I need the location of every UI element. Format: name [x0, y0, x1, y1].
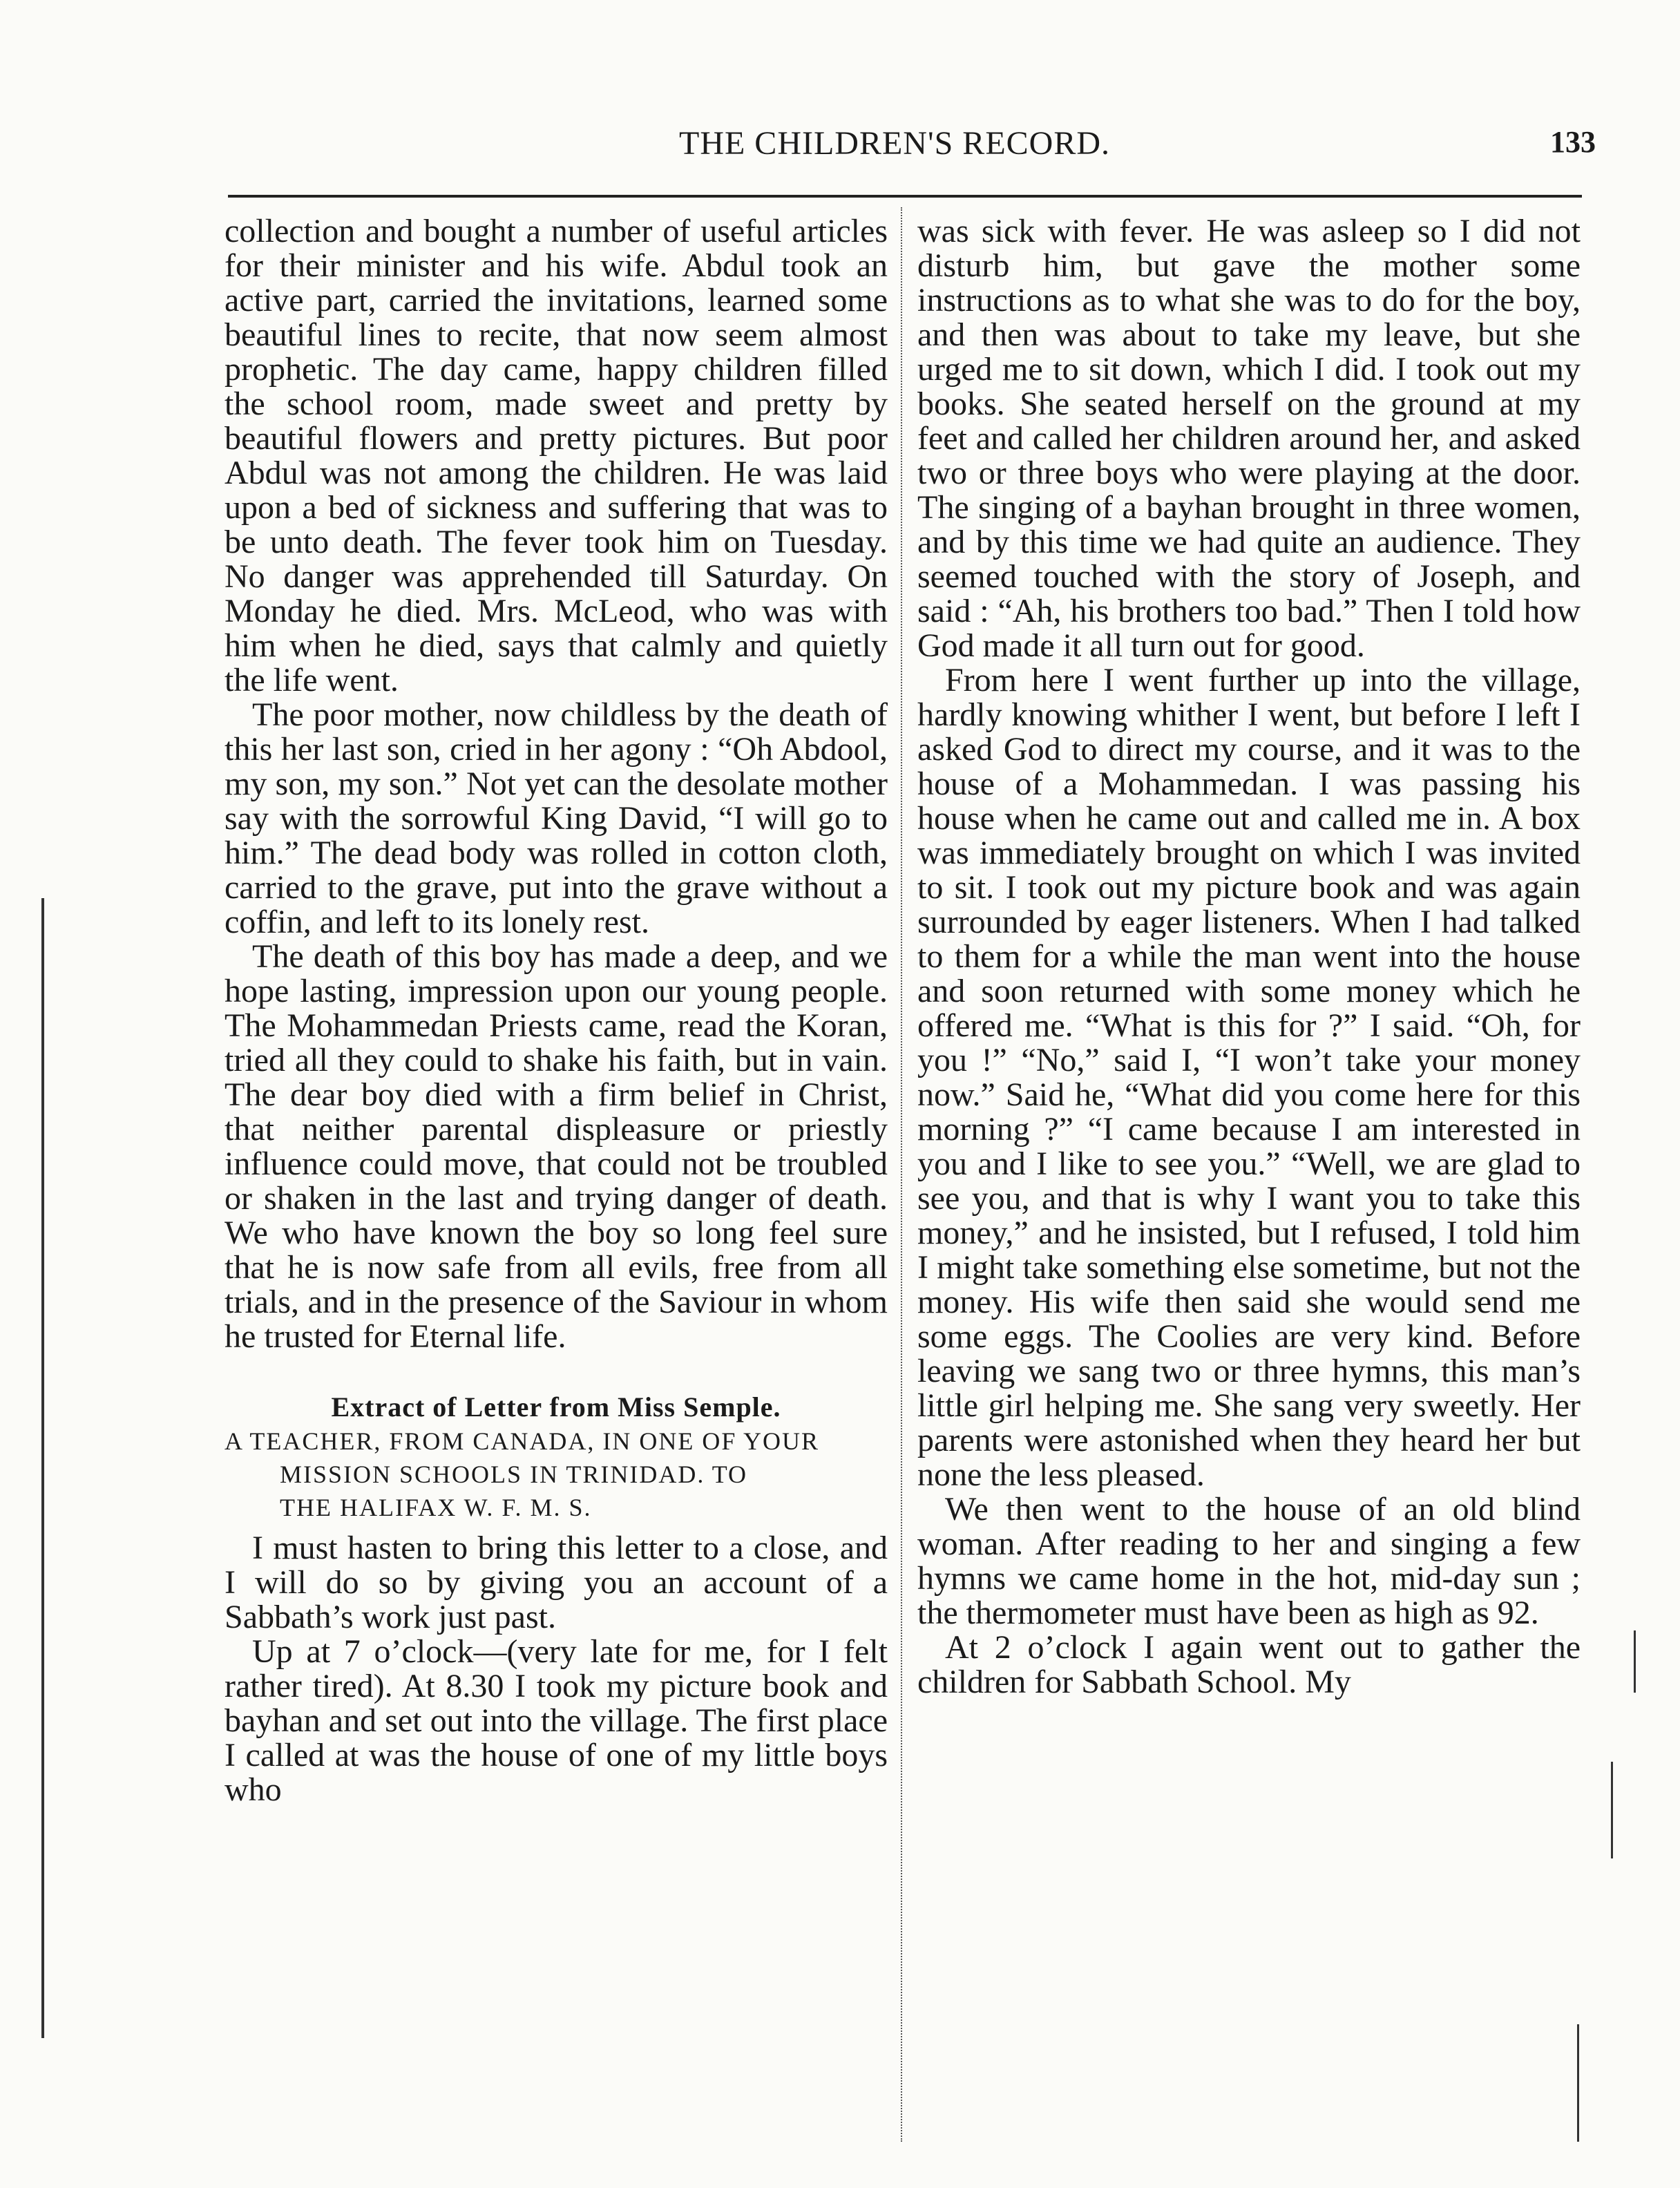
- column-divider: [901, 207, 902, 2142]
- page-number: 133: [1550, 125, 1596, 159]
- section-subheading: [225, 1425, 888, 1524]
- paragraph: The poor mother, now childless by the death of this her last son, cried in her agony : “Oh Abdool, my son, my son.” Not yet can the desolate mother say with the sorrowful King David, “I will go to him.” The dead body was rolled in cotton cloth, carried to the grave, put into the grave without a coffin, and left to its lonely rest.: [225, 696, 888, 940]
- page-header: [193, 124, 1596, 180]
- subheading-line: MISSION SCHOOLS IN TRINIDAD. TO: [280, 1461, 748, 1488]
- margin-mark: [1634, 1630, 1636, 1693]
- section-heading: Extract of Letter from Miss Semple.: [331, 1391, 781, 1423]
- paragraph: Up at 7 o’clock—(very late for me, for I felt rather tired). At 8.30 I took my picture book and bayhan and set out into the village. The first place I called at was the house of one of my little boys who: [225, 1633, 888, 1808]
- running-title: THE CHILDREN'S RECORD.: [679, 125, 1110, 162]
- paragraph: We then went to the house of an old blind woman. After reading to her and singing a few hymns we came home in the hot, mid-day sun ; the thermometer must have been as high as 92.: [917, 1491, 1581, 1631]
- paragraph: was sick with fever. He was asleep so I did not disturb him, but gave the mother some instructions as to what she was to do for the boy, and then was about to take my leave, but she urged me to sit down, which I did. I took out my books. She seated herself on the ground at my feet and called her children around her, and asked two or three boys who were playing at the door. The singing of a bayhan brought in three women, and by this time we had quite an audience. They seemed touched with the story of Joseph, and said : “Ah, his brothers too bad.” Then I told how God made it all turn out for good.: [917, 213, 1581, 664]
- paragraph: I must hasten to bring this letter to a close, and I will do so by giving you an account of a Sabbath’s work just past.: [225, 1530, 888, 1635]
- subheading-line: THE HALIFAX W. F. M. S.: [280, 1494, 592, 1521]
- paragraph: The death of this boy has made a deep, and we hope lasting, impression upon our young people. The Mohammedan Priests came, read the Koran, tried all they could to shake his faith, but in vain. The dear boy died with a firm belief in Christ, that neither parental displeasure or priestly influence could move, that could not be troubled or shaken in the last and trying danger of death. We who have known the boy so long feel sure that he is now safe from all evils, free from all trials, and in the presence of the Saviour in whom he trusted for Eternal life.: [225, 938, 888, 1355]
- right-column: [917, 214, 1581, 1700]
- margin-mark: [41, 898, 44, 2038]
- header-rule: [228, 195, 1582, 198]
- subheading-line: A TEACHER, FROM CANADA, IN ONE OF YOUR: [225, 1427, 820, 1455]
- paragraph: collection and bought a number of useful articles for their minister and his wife. Abdul took an active part, carried the invitations, learned some beautiful lines to recite, that now seem almost prophetic. The day came, happy children filled the school room, made sweet and pretty by beautiful flowers and pretty pictures. But poor Abdul was not among the children. He was laid upon a bed of sickness and suffering that was to be unto death. The fever took him on Tuesday. No danger was apprehended till Saturday. On Monday he died. Mrs. McLeod, who was with him when he died, says that calmly and quietly the life went.: [225, 213, 888, 698]
- paragraph: From here I went further up into the village, hardly knowing whither I went, but before I left I asked God to direct my course, and it was to the house of a Mohammedan. I was passing his house when he came out and called me in. A box was immediately brought on which I was invited to sit. I took out my picture book and was again surrounded by eager listeners. When I had talked to them for a while the man went into the house and soon returned with some money which he offered me. “What is this for ?” I said. “Oh, for you !” “No,” said I, “I won’t take your money now.” Said he, “What did you come here for this morning ?” “I came because I am interested in you and I like to see you.” “Well, we are glad to see you, and that is why I want you to take this money,” and he insisted, but I refused, I told him I might take something else sometime, but not the money. His wife then said she would send me some eggs. The Coolies are very kind. Before leaving we sang two or three hymns, this man’s little girl helping me. She sang very sweetly. Her parents were astonished when they heard her but none the less pleased.: [917, 662, 1581, 1493]
- left-column: [225, 214, 888, 1807]
- paragraph: At 2 o’clock I again went out to gather the children for Sabbath School. My: [917, 1629, 1581, 1700]
- margin-mark: [1577, 2024, 1579, 2142]
- margin-mark: [1611, 1762, 1613, 1858]
